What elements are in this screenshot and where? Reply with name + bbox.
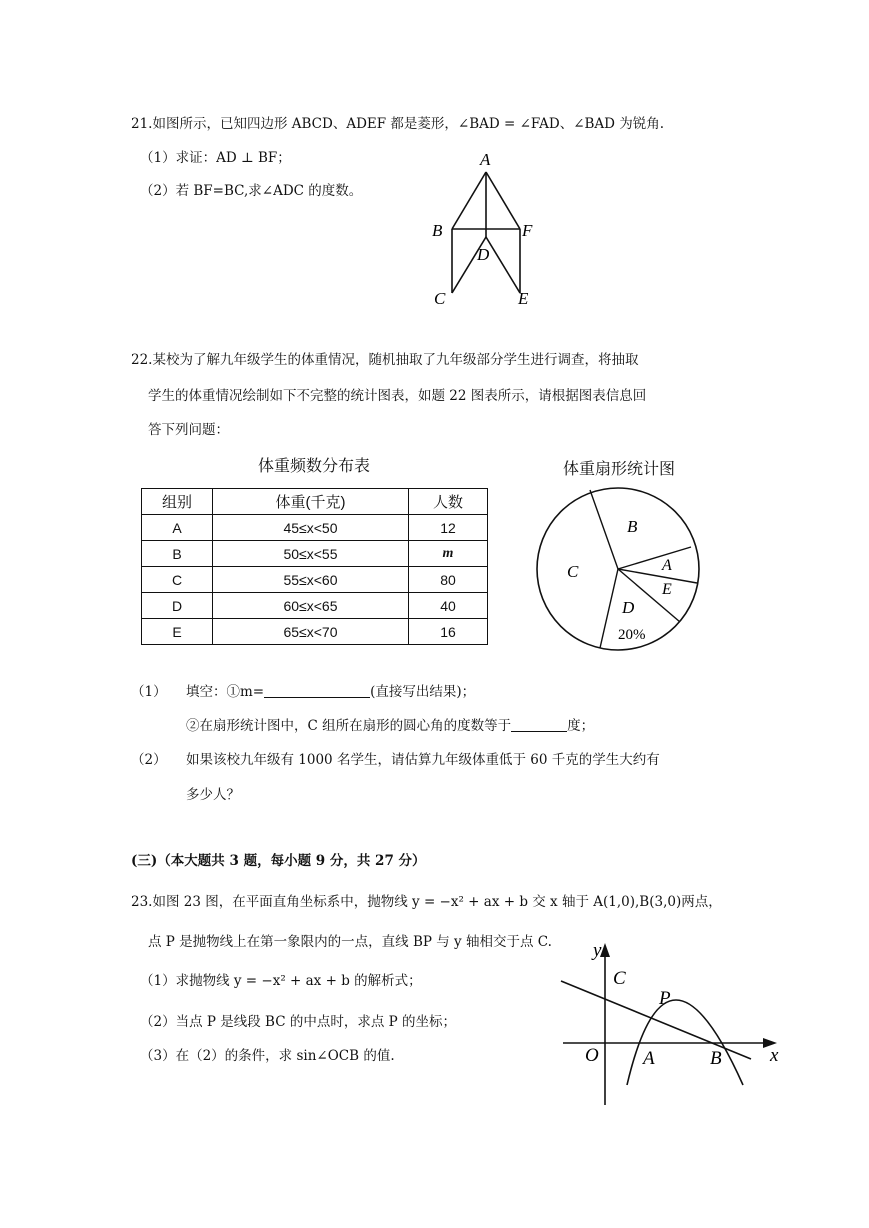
cell-count: m bbox=[409, 541, 488, 567]
cell-weight: 50≤x<55 bbox=[213, 541, 409, 567]
label-E: E bbox=[518, 289, 529, 308]
q21-sub1: （1）求证：AD ⊥ BF； bbox=[140, 150, 291, 166]
y-axis-arrow bbox=[600, 943, 610, 957]
label-x: x bbox=[770, 1045, 779, 1066]
label-O: O bbox=[585, 1045, 599, 1066]
q23-sub3: （3）在（2）的条件，求 sin∠OCB 的值. bbox=[140, 1048, 395, 1064]
pie-divider bbox=[618, 547, 691, 569]
cell-weight: 45≤x<50 bbox=[213, 515, 409, 541]
frequency-table bbox=[141, 488, 488, 645]
q22-sub1-suffix: (直接写出结果)； bbox=[370, 684, 476, 700]
cell-group: A bbox=[142, 515, 213, 541]
q23-figure bbox=[555, 935, 795, 1110]
label-P: P bbox=[659, 988, 671, 1009]
seg-DE bbox=[486, 237, 520, 293]
table-row bbox=[142, 541, 488, 567]
label-C: C bbox=[434, 289, 446, 308]
pie-divider bbox=[590, 490, 618, 569]
q21-figure bbox=[420, 145, 550, 310]
label-B: B bbox=[432, 221, 443, 240]
header-count: 人数 bbox=[409, 489, 488, 515]
pie-divider bbox=[600, 569, 618, 648]
q22-sub2-line2: 多少人？ bbox=[186, 787, 240, 803]
cell-count: 12 bbox=[409, 515, 488, 541]
cell-group: C bbox=[142, 567, 213, 593]
pie-label-B: B bbox=[627, 517, 638, 536]
seg-AB bbox=[452, 172, 486, 229]
cell-weight: 65≤x<70 bbox=[213, 619, 409, 645]
cell-count: 16 bbox=[409, 619, 488, 645]
pie-label-A: A bbox=[662, 557, 672, 574]
q22-sub2-line1: 如果该校九年级有 1000 名学生，请估算九年级体重低于 60 千克的学生大约有 bbox=[186, 752, 660, 768]
cell-count: 80 bbox=[409, 567, 488, 593]
cell-weight: 55≤x<60 bbox=[213, 567, 409, 593]
label-C: C bbox=[613, 968, 626, 989]
q23-sub1: （1）求抛物线 y = −x² + ax + b 的解析式； bbox=[140, 973, 422, 989]
q22-sub1-text: 填空：①m= bbox=[186, 684, 265, 700]
cell-group: B bbox=[142, 541, 213, 567]
table-header-row bbox=[142, 489, 488, 515]
pie-label-C: C bbox=[567, 562, 579, 581]
q22-sub1b-suffix: 度； bbox=[567, 718, 595, 734]
cell-weight: 60≤x<65 bbox=[213, 593, 409, 619]
answer-blank-m[interactable] bbox=[264, 683, 370, 698]
pie-title: 体重扇形统计图 bbox=[563, 459, 676, 478]
q22-sub1b-text: ②在扇形统计图中，C 组所在扇形的圆心角的度数等于 bbox=[186, 718, 512, 734]
cell-group: E bbox=[142, 619, 213, 645]
cell-count: 40 bbox=[409, 593, 488, 619]
q23-line2: 点 P 是抛物线上在第一象限内的一点，直线 BP 与 y 轴相交于点 C. bbox=[148, 934, 552, 950]
header-group: 组别 bbox=[142, 489, 213, 515]
table-row bbox=[142, 567, 488, 593]
label-y: y bbox=[593, 940, 602, 961]
label-A: A bbox=[643, 1048, 655, 1069]
table-row bbox=[142, 593, 488, 619]
section-heading: (三)（本大题共 3 题，每小题 9 分，共 27 分） bbox=[131, 853, 426, 869]
q22-sub1b bbox=[186, 717, 594, 735]
q23-sub2: （2）当点 P 是线段 BC 的中点时，求点 P 的坐标； bbox=[140, 1014, 457, 1030]
q22-line1: 22.某校为了解九年级学生的体重情况，随机抽取了九年级部分学生进行调查，将抽取 bbox=[131, 352, 639, 368]
q22-sub1 bbox=[186, 683, 475, 701]
table-title: 体重频数分布表 bbox=[258, 456, 371, 475]
cell-group: D bbox=[142, 593, 213, 619]
table-row bbox=[142, 515, 488, 541]
seg-AF bbox=[486, 172, 520, 229]
label-B: B bbox=[710, 1048, 722, 1069]
answer-blank-degree[interactable] bbox=[511, 717, 567, 732]
label-F: F bbox=[522, 221, 533, 240]
q22-line2: 学生的体重情况绘制如下不完整的统计图表，如题 22 图表所示，请根据图表信息回 bbox=[148, 388, 647, 404]
q21-sub2: （2）若 BF=BC,求∠ADC 的度数。 bbox=[140, 183, 363, 199]
pie-label-D: D bbox=[622, 598, 635, 617]
q22-sub1-prefix: （1） bbox=[131, 684, 167, 700]
q22-sub2-prefix: （2） bbox=[131, 752, 167, 768]
label-D: D bbox=[477, 245, 490, 264]
pie-chart bbox=[530, 483, 710, 655]
pie-label-E: E bbox=[662, 581, 672, 598]
q23-line1: 23.如图 23 图，在平面直角坐标系中，抛物线 y = −x² + ax + b 交 x 轴于 A(1,0),B(3,0)两点， bbox=[131, 894, 722, 910]
table-row bbox=[142, 619, 488, 645]
pie-divider bbox=[618, 569, 697, 583]
q21-line1: 21.如图所示，已知四边形 ABCD、ADEF 都是菱形，∠BAD = ∠FAD、∠BAD 为锐角. bbox=[131, 116, 665, 132]
header-weight: 体重(千克) bbox=[213, 489, 409, 515]
pie-annotation-D: 20% bbox=[618, 627, 646, 643]
q22-line3: 答下列问题： bbox=[148, 422, 229, 438]
label-A: A bbox=[480, 150, 491, 169]
